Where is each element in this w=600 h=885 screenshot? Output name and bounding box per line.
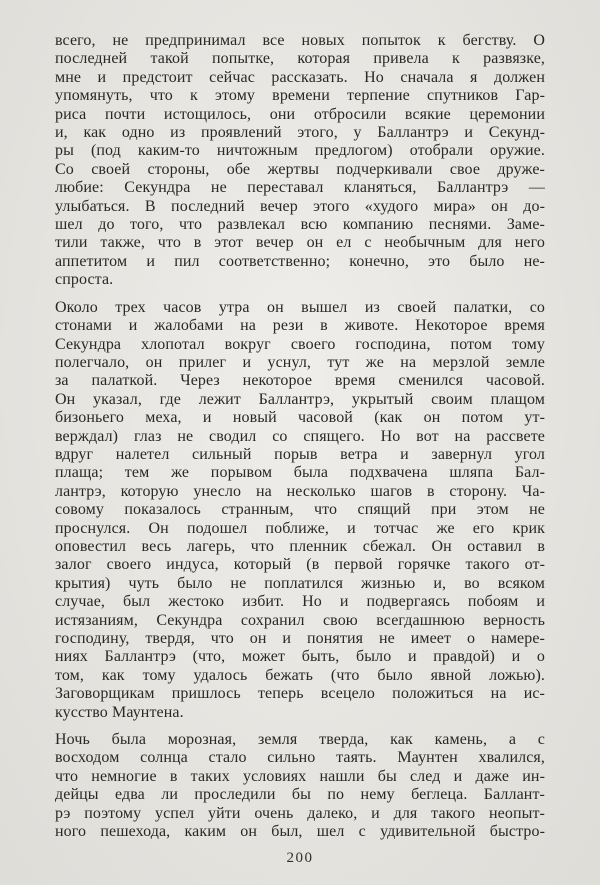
page-number: 200 (286, 850, 314, 867)
text-line: верждал) глаз не сводил со спящего. Но вот на рассвете (55, 427, 545, 445)
text-line: ниях Баллантрэ (что, может быть, было и правдой) и о (55, 648, 545, 666)
text-line: случае, был жестоко избит. Но и подвергаясь побоям и (55, 593, 545, 611)
text-line: истязаниям, Секундра сохранил свою всегдашнюю верность (55, 611, 545, 629)
text-line: ры (под каким-то ничтожным предлогом) отобрали оружие. (55, 142, 545, 160)
text-line: дейцы едва ли проследили бы по нему беглеца. Баллант- (55, 786, 545, 804)
paragraph (55, 731, 545, 841)
text-line: тили также, что в этот вечер он ел с необычным для него (55, 234, 545, 252)
text-line: господину, твердя, что он и понятия не имеет о намере- (55, 630, 545, 647)
text-line: вдруг налетел сильный порыв ветра и завернул угол (55, 445, 545, 463)
text-line: Секундра хлопотал вокруг своего господина, потом тому (55, 335, 545, 353)
text-line: всего, не предпринимал все новых попыток к бегству. О (55, 32, 545, 49)
text-line: шел до того, что развлекал всю компанию песнями. Заме- (55, 216, 545, 234)
text-line: Он указал, где лежит Баллантрэ, укрытый своим плащом (55, 390, 545, 408)
text-line: Заговорщикам пришлось теперь всецело положиться на ис- (55, 685, 545, 703)
text-line: совому показалось странным, что спящий при этом не (55, 501, 545, 519)
text-line: восходом солнца стало сильно таять. Маунтен хвалился, (55, 749, 545, 767)
text-line: упомянуть, что к этому времени терпение спутников Гар- (55, 87, 545, 105)
text-line: Ночь была морозная, земля тверда, как камень, а с (55, 731, 545, 749)
text-line: рэ поэтому успел уйти очень далеко, и для такого неопыт- (55, 804, 545, 822)
text-line: улыбаться. В последний вечер этого «худого мира» он до- (55, 197, 545, 215)
text-line: риса почти истощилось, они отбросили всякие церемонии (55, 105, 545, 123)
text-line: бизоньего меха, и новый часовой (как он потом ут- (55, 409, 545, 427)
text-block (55, 32, 545, 841)
text-line: стонами и жалобами на рези в животе. Некоторое время (55, 317, 545, 335)
text-line: последней такой попытке, которая привела к развязке, (55, 50, 545, 68)
text-line: лантрэ, которую унесло на несколько шагов в сторону. Ча- (55, 482, 545, 500)
text-line: Со своей стороны, обе жертвы подчеркивали свое друже- (55, 160, 545, 178)
paragraph (55, 32, 545, 290)
text-line: оповестил весь лагерь, что пленник сбежал. Он оставил в (55, 537, 545, 555)
text-line: Около трех часов утра он вышел из своей палатки, со (55, 298, 545, 316)
text-line: любие: Секундра не переставал кланяться, Баллантрэ — (55, 179, 545, 197)
text-line: за палаткой. Через некоторое время сменился часовой. (55, 372, 545, 390)
text-line: кусство Маунтена. (55, 703, 184, 721)
text-line: плаща; тем же порывом была подхвачена шляпа Бал- (55, 464, 545, 482)
text-line: мне и предстоит сейчас рассказать. Но сначала я должен (55, 68, 545, 86)
text-line: залог своего индуса, который (в первой горячке такого от- (55, 556, 545, 574)
text-line: том, как тому удалось бежать (что было явной ложью). (55, 666, 545, 684)
text-line: и, как одно из проявлений этого, у Баллантрэ и Секунд- (55, 124, 545, 142)
text-line: ного пешехода, каким он был, шел с удивительной быстро- (55, 823, 545, 841)
text-line: что немногие в таких условиях нашли бы след и даже ин- (55, 767, 545, 785)
paragraph (55, 299, 545, 722)
text-line: крытия) чуть было не поплатился жизнью и, во всяком (55, 574, 545, 592)
text-line: полегчало, он прилег и уснул, тут же на мерзлой земле (55, 353, 545, 371)
text-line: спроста. (55, 271, 114, 289)
text-line: проснулся. Он подошел поближе, и тотчас же его крик (55, 519, 545, 537)
text-line: аппетитом и пил соответственно; конечно, это было не- (55, 252, 545, 270)
